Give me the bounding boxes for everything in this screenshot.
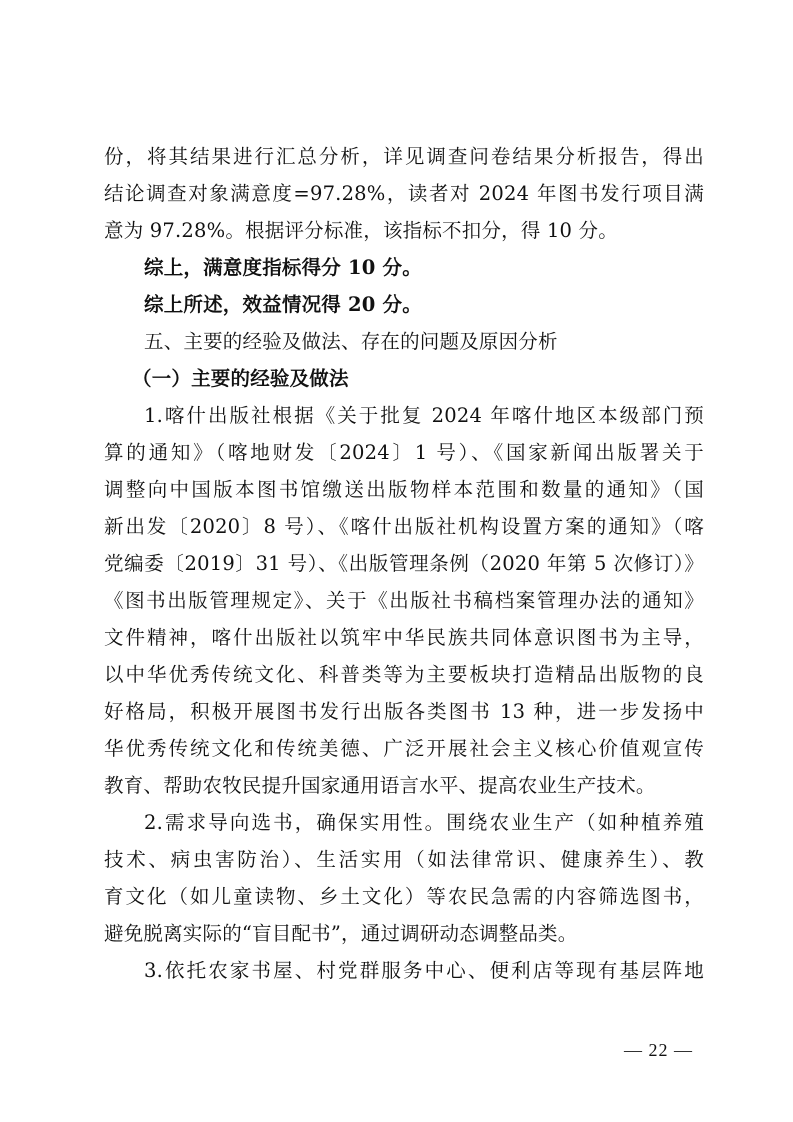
subsection-heading: （一）主要的经验及做法 — [132, 367, 349, 390]
summary-benefit-line: 综上所述，效益情况得 20 分。 — [144, 293, 422, 316]
paragraph-line: 调整向中国版本图书馆缴送出版物样本范围和数量的通知》（国 — [104, 478, 704, 501]
paragraph-line: 1.喀什出版社根据《关于批复 2024 年喀什地区本级部门预 — [144, 404, 704, 427]
paragraph-line: 技术、病虫害防治）、生活实用（如法律常识、健康养生）、教 — [104, 848, 704, 871]
paragraph-line: 党编委〔2019〕31 号）、《出版管理条例（2020 年第 5 次修订）》 — [104, 552, 704, 575]
paragraph-line: 2.需求导向选书，确保实用性。围绕农业生产（如种植养殖 — [144, 811, 704, 834]
paragraph-line: 避免脱离实际的“盲目配书”，通过调研动态调整品类。 — [104, 922, 578, 945]
paragraph-line: 算的通知》（喀地财发〔2024〕1 号）、《国家新闻出版署关于 — [104, 441, 704, 464]
summary-satisfaction-line: 综上，满意度指标得分 10 分。 — [144, 256, 422, 279]
paragraph-line: 好格局，积极开展图书发行出版各类图书 13 种，进一步发扬中 — [104, 700, 704, 723]
paragraph-line: 3.依托农家书屋、村党群服务中心、便利店等现有基层阵地 — [144, 959, 704, 982]
paragraph-line: 华优秀传统文化和传统美德、广泛开展社会主义核心价值观宣传 — [104, 737, 704, 760]
page-number: — 22 — — [624, 1040, 693, 1060]
paragraph-line: 结论调查对象满意度=97.28%，读者对 2024 年图书发行项目满 — [104, 182, 704, 205]
paragraph-line: 份，将其结果进行汇总分析，详见调查问卷结果分析报告，得出 — [104, 145, 704, 168]
paragraph-line: 育文化（如儿童读物、乡土文化）等农民急需的内容筛选图书， — [104, 885, 704, 908]
document-body — [104, 138, 704, 989]
paragraph-line: 意为 97.28%。根据评分标准，该指标不扣分，得 10 分。 — [104, 219, 618, 242]
paragraph-line: 文件精神，喀什出版社以筑牢中华民族共同体意识图书为主导， — [104, 626, 704, 649]
paragraph-line: 新出发〔2020〕8 号）、《喀什出版社机构设置方案的通知》（喀 — [104, 515, 704, 538]
paragraph-line: 《图书出版管理规定》、关于《出版社书稿档案管理办法的通知》 — [104, 589, 704, 612]
paragraph-line: 教育、帮助农牧民提升国家通用语言水平、提高农业生产技术。 — [104, 774, 656, 797]
section-heading: 五、主要的经验及做法、存在的问题及原因分析 — [144, 330, 558, 353]
paragraph-line: 以中华优秀传统文化、科普类等为主要板块打造精品出版物的良 — [104, 663, 704, 686]
